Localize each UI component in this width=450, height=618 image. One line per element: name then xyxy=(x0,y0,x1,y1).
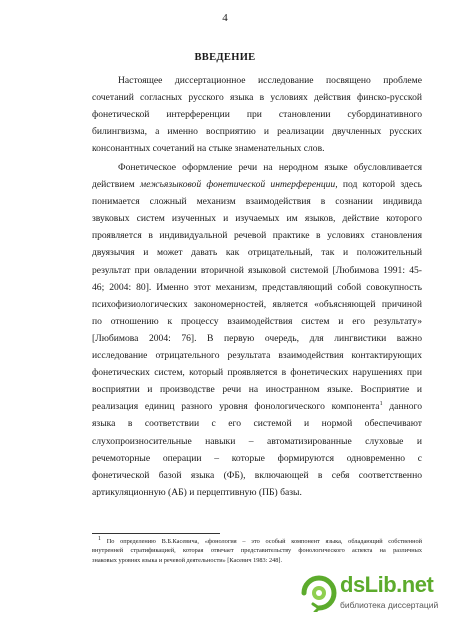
line-text: действием xyxy=(92,179,140,191)
term-emphasis: межъязыковой фонетической интерференции xyxy=(139,179,336,191)
text-line: двуязычия и может давать как отрицательный, так и положительный xyxy=(92,247,422,259)
interference-paragraph xyxy=(92,159,422,501)
text-line: сочетаний согласных русского языка в условиях действия финско-русской xyxy=(92,92,422,104)
text-line: консонантных сочетаний на стыке знаменательных слов. xyxy=(92,143,325,155)
text-line: Фонетическое оформление речи на неродном языке обусловливается xyxy=(118,162,422,173)
brand-subtitle: библиотека диссертаций xyxy=(340,600,439,610)
page-number: 4 xyxy=(222,12,228,24)
brand-name: dsLib.net xyxy=(340,572,434,597)
text-line-with-term xyxy=(92,176,422,193)
footnote-reference[interactable]: 1 xyxy=(379,401,383,408)
intro-paragraph xyxy=(92,72,422,157)
footnote-line: внутренней стратификацией, которая отвечает представительству фонологического аспекта на различных xyxy=(92,547,422,555)
dslib-watermark[interactable] xyxy=(300,570,445,614)
text-line: фонетической базой языка (ФБ), включающей в себя соответственно xyxy=(92,469,422,481)
text-line: фонетических систем, который проявляется в фонетических нарушениях при xyxy=(92,367,422,379)
text-line: [Любимова 2004: 76]. В первую очередь, для лингвистики важно xyxy=(92,332,422,344)
text-line: по отношению к процессу взаимодействия систем и его результату» xyxy=(92,315,422,327)
text-line: Настоящее диссертационное исследование посвящено проблеме xyxy=(118,75,422,86)
section-heading: ВВЕДЕНИЕ xyxy=(194,52,256,63)
text-line: исследование отрицательного результата взаимодействия контактирующих xyxy=(92,350,422,362)
footnote xyxy=(92,537,422,565)
footnote-text: По определению В.Б.Касевича, «фонология – это особый компонент языка, обладающий собственной xyxy=(101,538,422,545)
text-line: понимается сложный механизм взаимодействия в сознании индивида xyxy=(92,196,422,208)
text-line: речемоторные операции – которые формируются одновременно с xyxy=(92,452,422,464)
text-line: языка в соответствии с его системой и нормой обеспечивают xyxy=(92,418,422,430)
dslib-logo-icon xyxy=(300,574,338,612)
footnote-line xyxy=(92,537,422,546)
text-line: слухопроизносительные навыки – автоматизированные слуховые и xyxy=(92,435,422,447)
footnote-line: знаковых уровнях языка и речевой деятельности» [Касевич 1983: 248]. xyxy=(92,556,283,564)
text-line: билингвизма, а именно восприятию и реализации двучленных русских xyxy=(92,126,422,138)
text-line: фонетической интерференции при становлении субординативного xyxy=(92,109,422,121)
footnote-marker: 1 xyxy=(98,535,101,542)
text-line: артикуляционную (АБ) и перцептивную (ПБ) базы. xyxy=(92,486,302,498)
text-line: 46; 2004: 80]. Именно этот механизм, представляющий собой совокупность xyxy=(92,281,422,293)
line-text: данного xyxy=(382,401,422,413)
text-line: звуковых систем изученных и изучаемых им языков, действие которого xyxy=(92,213,422,225)
line-text: , под которой здесь xyxy=(335,179,422,191)
text-line: психофизиологических закономерностей, является «объясняющей причиной xyxy=(92,298,422,310)
text-line: восприятии и производстве речи на иностранном языке. Восприятие и xyxy=(92,384,422,396)
text-line: проявляется в индивидуальной речевой практике в условиях становления xyxy=(92,230,422,242)
text-line: результат при овладении вторичной языковой системой [Любимова 1991: 45- xyxy=(92,264,422,276)
text-line-with-footnote-ref xyxy=(92,398,422,415)
footnote-divider xyxy=(92,533,220,534)
line-text: реализация единиц разного уровня фонологического компонента xyxy=(92,401,380,413)
